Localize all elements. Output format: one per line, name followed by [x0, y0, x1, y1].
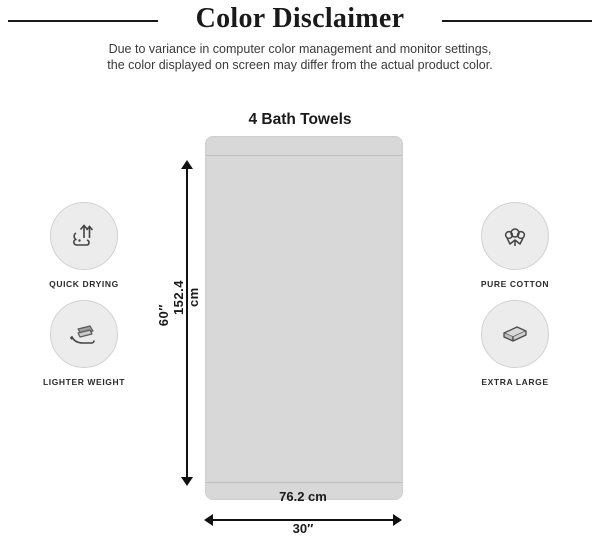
disclaimer-text: Due to variance in computer color management and monitor settings, the color displayed on screen may differ from the actual product color.: [107, 42, 493, 72]
quick-drying-badge: [50, 202, 118, 270]
arrow-right-icon: [393, 514, 402, 526]
arrow-left-icon: [204, 514, 213, 526]
extra-large-badge: [481, 300, 549, 368]
feature-pure-cotton: [455, 202, 575, 289]
pure-cotton-icon: [498, 219, 532, 253]
feature-label: QUICK DRYING: [49, 279, 119, 289]
height-dimension-arrow: [186, 168, 188, 478]
feature-extra-large: [455, 300, 575, 387]
arrow-down-icon: [181, 477, 193, 486]
towel-bottom-band: [206, 482, 402, 483]
disclaimer-header: [0, 0, 600, 40]
height-inches-label: 60″: [156, 304, 171, 327]
extra-large-icon: [497, 316, 533, 352]
feature-lighter-weight: [24, 300, 144, 387]
product-title: 4 Bath Towels: [248, 111, 352, 128]
lighter-weight-badge: [50, 300, 118, 368]
page-title: Color Disclaimer: [195, 3, 405, 34]
lighter-weight-icon: [66, 316, 102, 352]
feature-label: EXTRA LARGE: [481, 377, 549, 387]
feature-quick-drying: [24, 202, 144, 289]
feature-label: PURE COTTON: [480, 279, 550, 289]
quick-drying-icon: [67, 219, 101, 253]
width-inches-label: 30″: [292, 521, 314, 536]
towel-top-band: [206, 155, 402, 156]
feature-label: LIGHTER WEIGHT: [42, 377, 126, 387]
height-cm-label: 152.4 cm: [171, 280, 201, 316]
pure-cotton-badge: [481, 202, 549, 270]
towel-illustration: [205, 136, 403, 500]
arrow-up-icon: [181, 160, 193, 169]
width-cm-label: 76.2 cm: [279, 489, 327, 504]
